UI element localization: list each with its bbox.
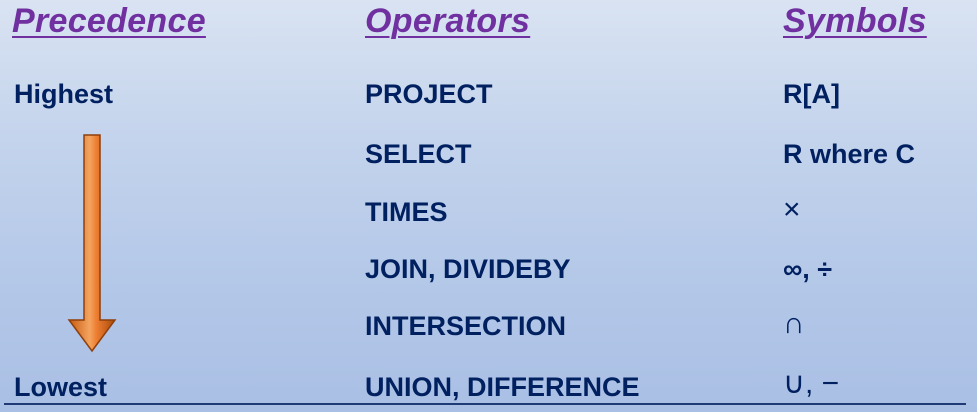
bottom-divider [4,403,966,405]
symbol-row-4: ∞, ÷ [783,254,833,284]
header-operators: Operators [365,2,531,40]
operator-row-3: TIMES [365,197,448,227]
operator-row-1: PROJECT [365,79,493,109]
symbol-row-1: R[A] [783,79,840,109]
operator-row-4: JOIN, DIVIDEBY [365,254,571,284]
header-precedence: Precedence [12,2,206,40]
symbol-row-5: ∩ [783,307,805,340]
symbol-row-2: R where C [783,139,916,169]
operator-row-5: INTERSECTION [365,311,567,341]
symbol-row-6: ∪, − [783,367,840,400]
label-highest: Highest [14,79,114,109]
operator-row-2: SELECT [365,139,472,169]
label-lowest: Lowest [14,372,108,402]
header-symbols: Symbols [783,2,927,40]
down-arrow-icon [64,132,120,354]
operator-row-6: UNION, DIFFERENCE [365,372,640,402]
symbol-row-3: × [783,193,801,226]
